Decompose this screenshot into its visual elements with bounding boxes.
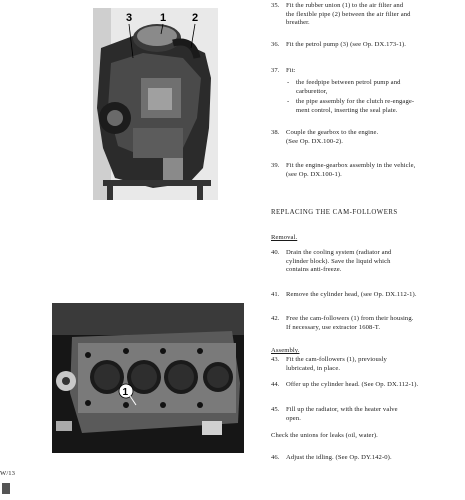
bullet-text: the pipe assembly for the clutch re-engage- ment control, inserting the seal plate. [296,98,415,114]
step-text: Fit the petrol pump (3) (see Op. DX.173-1). [286,41,407,48]
step-44 [271,381,463,390]
step-number: 37. [271,67,280,74]
bullet-dash: - [287,98,290,105]
step-43 [271,356,463,373]
step-number: 38. [271,129,280,136]
step-38 [271,129,463,146]
step-39 [271,162,463,179]
step-text: Remove the cylinder head, (see Op. DX.112-1). [286,291,417,298]
step-number: 44. [271,381,280,388]
step-text: Free the cam-followers (1) from their housing. If necessary, use extractor 1608-T. [286,315,414,331]
callout-label: 3 [126,12,133,24]
step-number: 46. [271,454,280,461]
callout-label: 1 [122,387,129,398]
callout-label: 2 [192,12,199,24]
step-37-bullet-feedpipe [287,79,463,96]
check-unions-note: Check the unions for leaks (oil, water). [271,432,378,439]
step-42 [271,315,463,332]
section-heading: REPLACING THE CAM-FOLLOWERS [271,209,398,216]
step-37-bullet-pipe-assembly [287,98,463,115]
callout-label: 1 [160,12,167,24]
step-37 [271,67,463,76]
step-46 [271,454,463,463]
page-code: W/13 [0,470,16,477]
step-text: Fit the rubber union (1) to the air filter and the flexible pipe (2) between the air filter and breather. [286,2,411,27]
step-35 [271,2,463,28]
step-text: Fit the cam-followers (1), previously lubricated, in place. [286,356,387,372]
engine-assembly-illustration [93,8,218,200]
step-number: 39. [271,162,280,169]
cylinder-block-photo [52,303,244,453]
step-text: Drain the cooling system (radiator and cylinder block). Save the liquid which contains anti-freeze. [286,249,392,274]
bullet-dash: - [287,79,290,86]
removal-subheading: Removal. [271,234,298,241]
step-number: 42. [271,315,280,322]
cylinder-block-illustration [52,303,244,453]
step-number: 41. [271,291,280,298]
step-number: 45. [271,406,280,413]
step-text: Fill up the radiator, with the heater valve open. [286,406,398,422]
step-text: Couple the gearbox to the engine. (See Op. DX.100-2). [286,129,379,145]
bullet-text: the feedpipe between petrol pump and carburettor, [296,79,401,95]
step-45 [271,406,463,423]
step-text: Offer up the cylinder head. (See Op. DX.112-1). [286,381,419,388]
step-text: Adjust the idling. (See Op. DY.142-0). [286,454,392,461]
engine-assembly-photo [93,8,218,200]
step-text: Fit: [286,67,296,74]
page-marker [2,483,10,494]
assembly-subheading: Assembly. [271,347,300,354]
step-number: 36. [271,41,280,48]
step-40 [271,249,463,275]
step-text: Fit the engine-gearbox assembly in the vehicle, (see Op. DX.100-1). [286,162,416,178]
step-36 [271,41,463,50]
step-number: 35. [271,2,280,9]
step-number: 43. [271,356,280,363]
step-41 [271,291,463,300]
step-number: 40. [271,249,280,256]
